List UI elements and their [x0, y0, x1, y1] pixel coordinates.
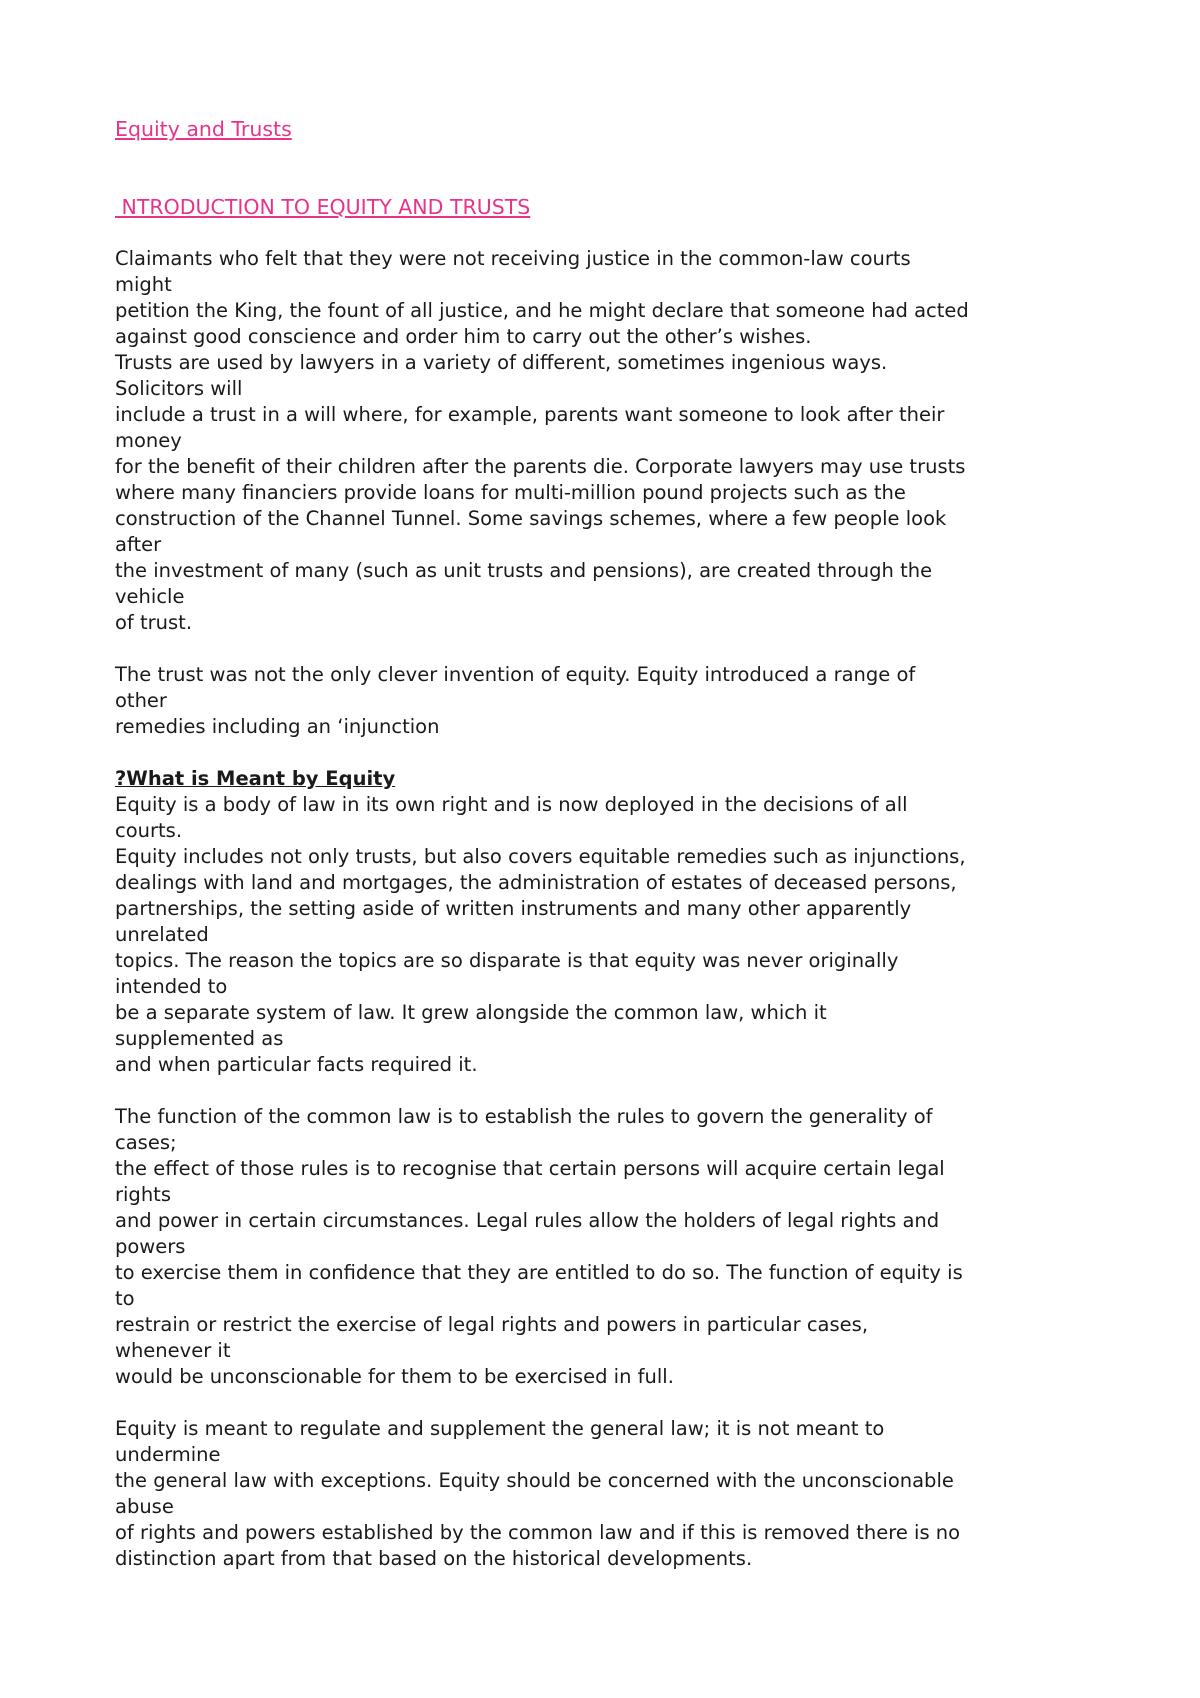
paragraph-line: whenever it [115, 1339, 231, 1362]
blank-line [115, 1390, 1095, 1416]
paragraph-line: construction of the Channel Tunnel. Some savings schemes, where a few people look [115, 507, 947, 530]
paragraph-line: of rights and powers established by the common law and if this is removed there is no [115, 1521, 961, 1544]
paragraph-line: remedies including an ‘injunction [115, 715, 440, 738]
paragraph-line: vehicle [115, 585, 185, 608]
paragraph-line: where many financiers provide loans for multi-million pound projects such as the [115, 481, 906, 504]
paragraph-line: Equity is a body of law in its own right and is now deployed in the decisions of all [115, 793, 908, 816]
blank-line [115, 1078, 1095, 1104]
paragraph-line: partnerships, the setting aside of written instruments and many other apparently [115, 897, 912, 920]
paragraph-line: supplemented as [115, 1027, 284, 1050]
paragraph-line: might [115, 273, 172, 296]
paragraph-line: intended to [115, 975, 228, 998]
paragraph-remedies [115, 662, 1095, 740]
paragraph-line: Equity is meant to regulate and supplement the general law; it is not meant to [115, 1417, 885, 1440]
paragraph-line: would be unconscionable for them to be exercised in full. [115, 1365, 674, 1388]
paragraph-line: cases; [115, 1131, 177, 1154]
paragraph-line: The function of the common law is to establish the rules to govern the generality of [115, 1105, 933, 1128]
section-title-introduction: NTRODUCTION TO EQUITY AND TRUSTS [115, 195, 531, 219]
paragraph-line: Solicitors will [115, 377, 243, 400]
subheading-meaning-of-equity: ?What is Meant by Equity [115, 767, 396, 790]
document-body [115, 116, 1095, 1572]
paragraph-line: undermine [115, 1443, 221, 1466]
paragraph-line: the effect of those rules is to recognise that certain persons will acquire certain legal [115, 1157, 945, 1180]
blank-line [115, 740, 1095, 766]
paragraph-line: dealings with land and mortgages, the administration of estates of deceased persons, [115, 871, 957, 894]
paragraph-line: against good conscience and order him to carry out the other’s wishes. [115, 325, 812, 348]
paragraph-line: of trust. [115, 611, 193, 634]
paragraph-line: the general law with exceptions. Equity should be concerned with the unconscionable [115, 1469, 954, 1492]
paragraph-line: restrain or restrict the exercise of legal rights and powers in particular cases, [115, 1313, 869, 1336]
paragraph-line: powers [115, 1235, 186, 1258]
paragraph-line: rights [115, 1183, 171, 1206]
paragraph-line: unrelated [115, 923, 209, 946]
paragraph-line: include a trust in a will where, for example, parents want someone to look after their [115, 403, 945, 426]
paragraph-line: topics. The reason the topics are so disparate is that equity was never originally [115, 949, 899, 972]
paragraph-intro [115, 246, 1095, 636]
paragraph-line: to [115, 1287, 135, 1310]
paragraph-line: The trust was not the only clever invention of equity. Equity introduced a range of [115, 663, 916, 686]
paragraph-meaning [115, 792, 1095, 1078]
paragraph-line: after [115, 533, 162, 556]
paragraph-line: other [115, 689, 167, 712]
paragraph-line: distinction apart from that based on the historical developments. [115, 1547, 753, 1570]
paragraph-line: and when particular facts required it. [115, 1053, 478, 1076]
paragraph-line: the investment of many (such as unit trusts and pensions), are created through the [115, 559, 933, 582]
paragraph-line: for the benefit of their children after the parents die. Corporate lawyers may use trusts [115, 455, 966, 478]
paragraph-regulate [115, 1416, 1095, 1572]
paragraph-line: be a separate system of law. It grew alongside the common law, which it [115, 1001, 827, 1024]
blank-line [115, 636, 1095, 662]
paragraph-line: petition the King, the fount of all justice, and he might declare that someone had acted [115, 299, 969, 322]
paragraph-line: and power in certain circumstances. Legal rules allow the holders of legal rights and [115, 1209, 940, 1232]
paragraph-line: Claimants who felt that they were not receiving justice in the common-law courts [115, 247, 911, 270]
paragraph-line: abuse [115, 1495, 174, 1518]
paragraph-function [115, 1104, 1095, 1390]
paragraph-line: Trusts are used by lawyers in a variety of different, sometimes ingenious ways. [115, 351, 888, 374]
paragraph-line: courts. [115, 819, 183, 842]
paragraph-line: money [115, 429, 182, 452]
document-title: Equity and Trusts [115, 117, 292, 141]
paragraph-line: to exercise them in confidence that they are entitled to do so. The function of equity is [115, 1261, 963, 1284]
paragraph-line: Equity includes not only trusts, but also covers equitable remedies such as injunctions, [115, 845, 966, 868]
